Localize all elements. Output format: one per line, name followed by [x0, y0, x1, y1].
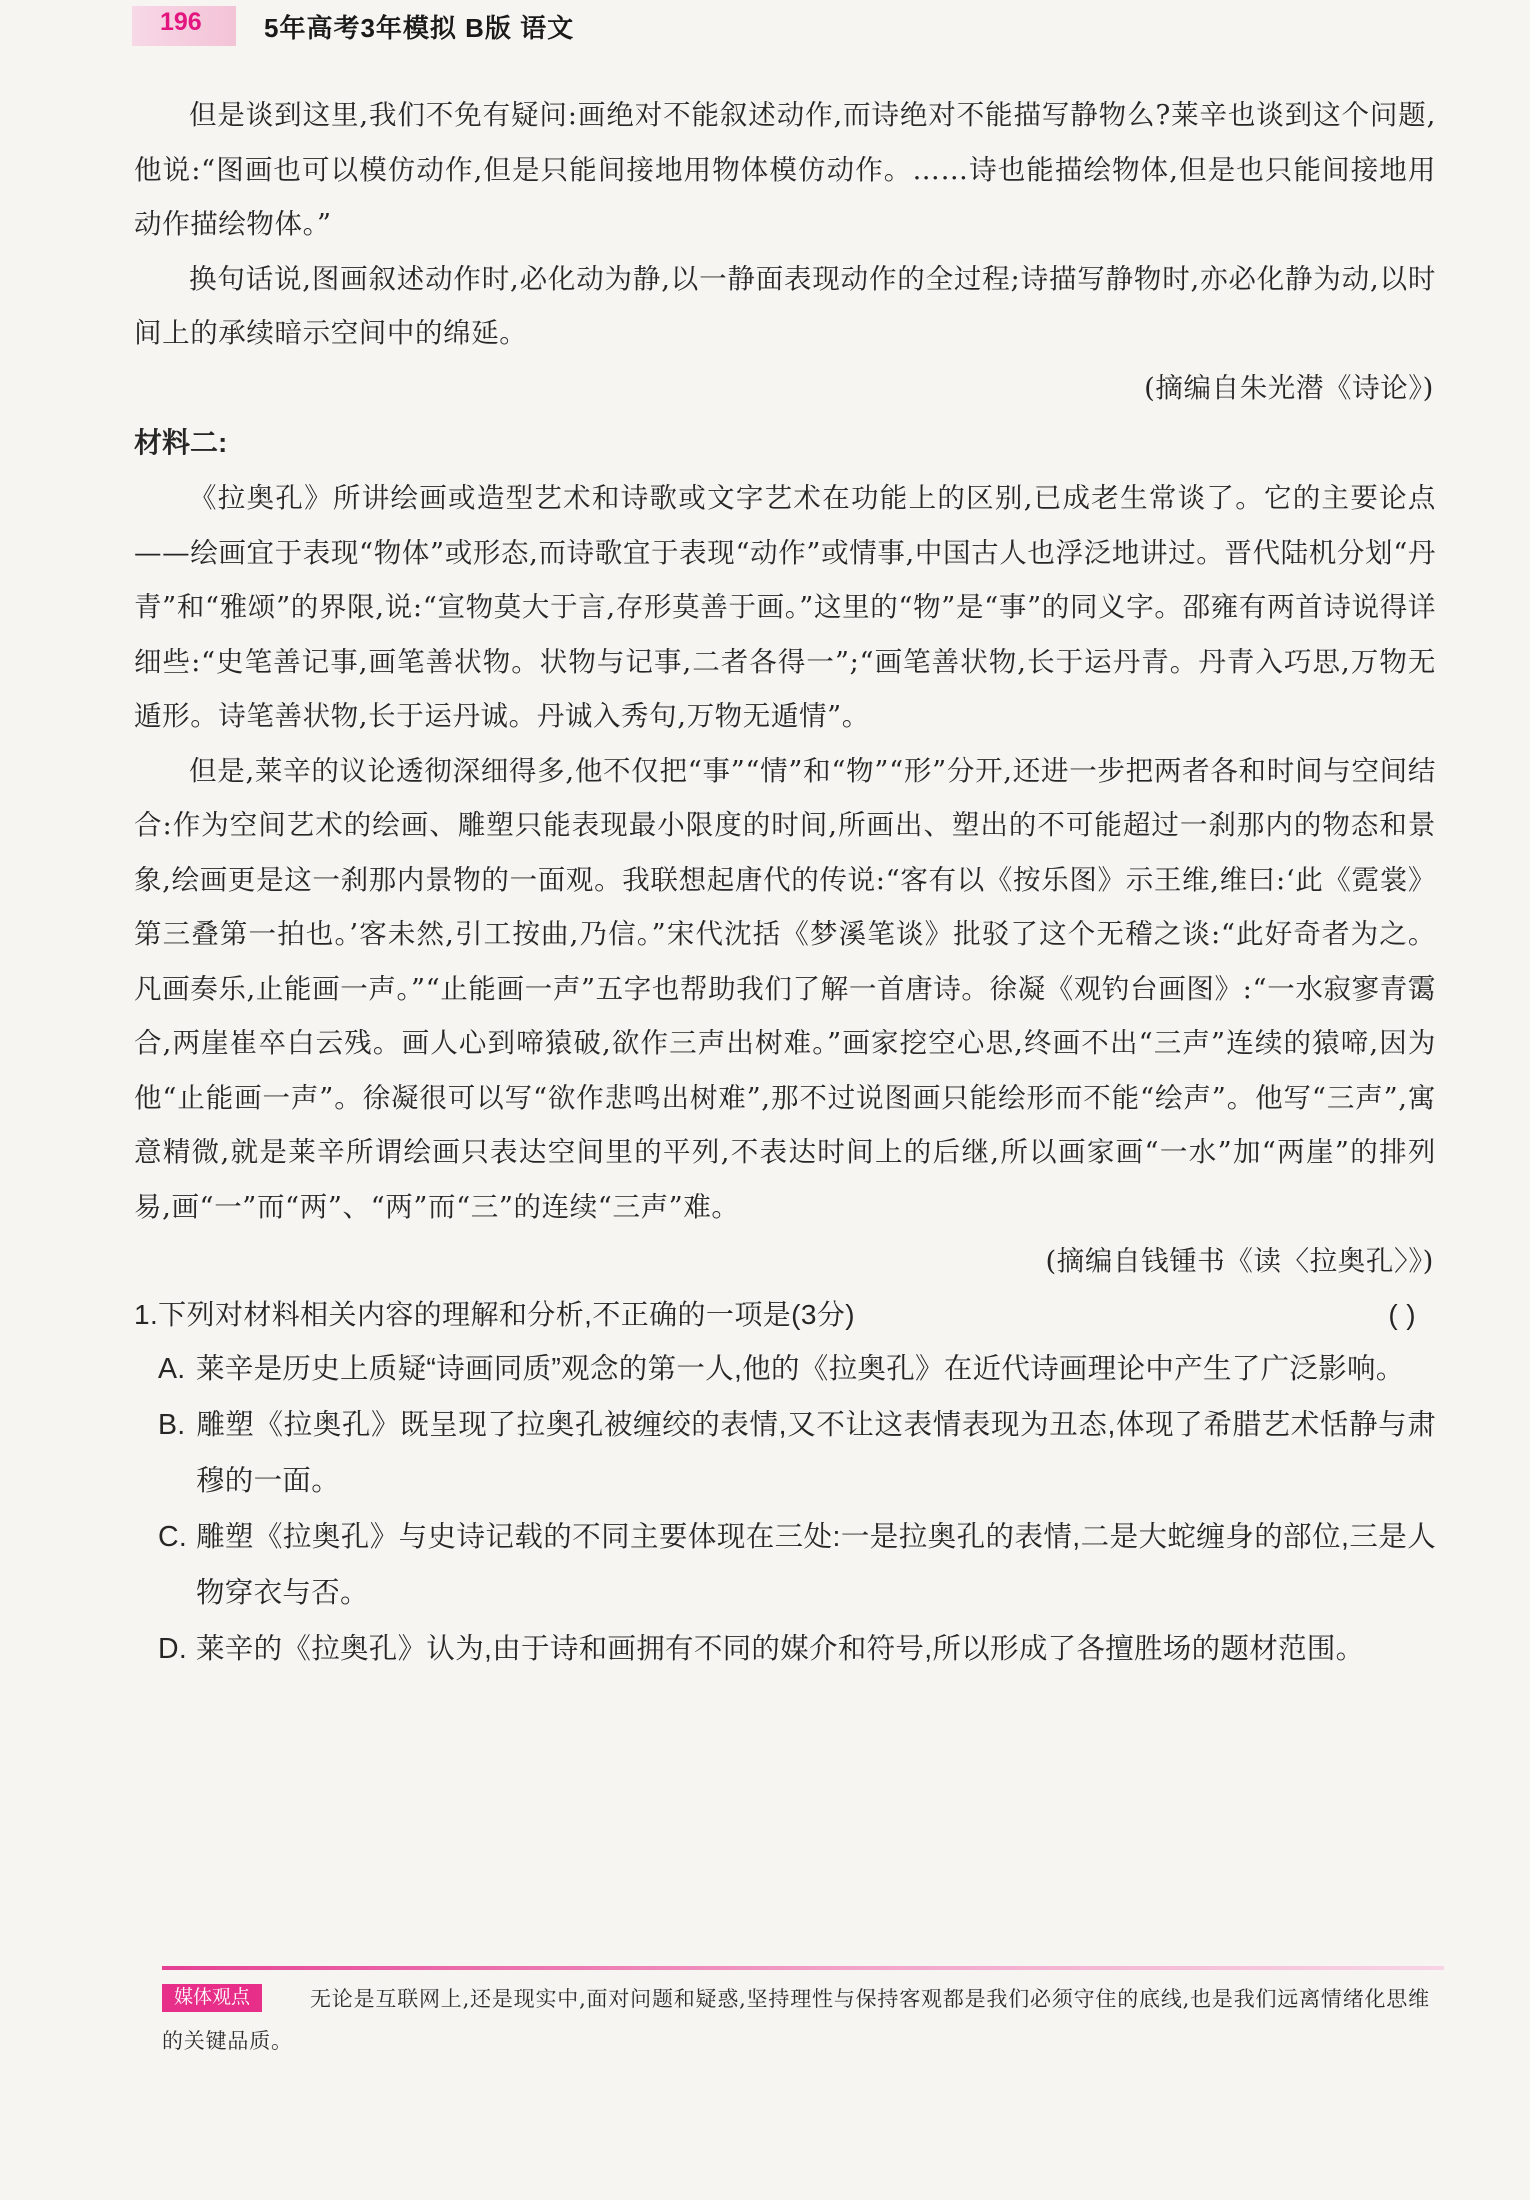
paragraph-4: 但是,莱辛的议论透彻深细得多,他不仅把“事”“情”和“物”“形”分开,还进一步把两者各和时间与空间结合:作为空间艺术的绘画、雕塑只能表现最小限度的时间,所画出、塑出的不可能超过一刹那内的物态和景象,绘画更是这一刹那内景物的一面观。我联想起唐代的传说:“客有以《按乐图》示王维,维曰:‘此《霓裳》第三叠第一拍也。’客未然,引工按曲,乃信。”宋代沈括《梦溪笔谈》批驳了这个无稽之谈:“此好奇者为之。凡画奏乐,止能画一声。”“止能画一声”五字也帮助我们了解一首唐诗。徐凝《观钓台画图》:“一水寂寥青霭合,两崖崔卒白云残。画人心到啼猿破,欲作三声出树难。”画家挖空心思,终画不出“三声”连续的猿啼,因为他“止能画一声”。徐凝很可以写“欲作悲鸣出树难”,那不过说图画只能绘形而不能“绘声”。他写“三声”,寓意精微,就是莱辛所谓绘画只表达空间里的平列,不表达时间上的后继,所以画家画“一水”加“两崖”的排列易,画“一”而“两”、“两”而“三”的连续“三声”难。 [134, 754, 1436, 1223]
option-letter: C. [158, 1520, 188, 1553]
option-text: 莱辛是历史上质疑“诗画同质”观念的第一人,他的《拉奥孔》在近代诗画理论中产生了广泛影响。 [196, 1352, 1405, 1385]
option-d [134, 1621, 1436, 1677]
option-letter: A. [158, 1352, 186, 1385]
answer-blank: ( ) [1388, 1298, 1416, 1330]
option-a [134, 1341, 1436, 1397]
source-citation-1: (摘编自朱光潜《诗论》) [1144, 371, 1434, 404]
footer-divider [162, 1966, 1444, 1970]
material-2-heading: 材料二: [134, 427, 228, 458]
question-1 [134, 1289, 1436, 1341]
option-b [134, 1397, 1436, 1509]
paragraph-3: 《拉奥孔》所讲绘画或造型艺术和诗歌或文字艺术在功能上的区别,已成老生常谈了。它的主要论点——绘画宜于表现“物体”或形态,而诗歌宜于表现“动作”或情事,中国古人也浮泛地讲过。晋代陆机分划“丹青”和“雅颂”的界限,说:“宣物莫大于言,存形莫善于画。”这里的“物”是“事”的同义字。邵雍有两首诗说得详细些:“史笔善记事,画笔善状物。状物与记事,二者各得一”;“画笔善状物,长于运丹青。丹青入巧思,万物无遁形。诗笔善状物,长于运丹诚。丹诚入秀句,万物无遁情”。 [134, 482, 1436, 732]
page-number: 196 [160, 8, 202, 36]
footer-quote: 无论是互联网上,还是现实中,面对问题和疑惑,坚持理性与保持客观都是我们必须守住的底线,也是我们远离情绪化思维的关键品质。 [162, 1987, 1430, 2053]
question-stem: 1.下列对材料相关内容的理解和分析,不正确的一项是(3分) [134, 1298, 855, 1330]
source-citation-2: (摘编自钱锺书《读〈拉奥孔〉》) [1045, 1245, 1434, 1277]
option-text: 雕塑《拉奥孔》与史诗记载的不同主要体现在三处:一是拉奥孔的表情,二是大蛇缠身的部位,三是人物穿衣与否。 [196, 1520, 1436, 1609]
page-header [0, 0, 1530, 56]
main-content [134, 88, 1436, 1677]
paragraph-1: 但是谈到这里,我们不免有疑问:画绝对不能叙述动作,而诗绝对不能描写静物么?莱辛也谈到这个问题,他说:“图画也可以模仿动作,但是只能间接地用物体模仿动作。……诗也能描绘物体,但是也只能间接地用动作描绘物体。” [134, 99, 1436, 240]
option-letter: B. [158, 1408, 186, 1441]
paragraph-2: 换句话说,图画叙述动作时,必化动为静,以一静面表现动作的全过程;诗描写静物时,亦必化静为动,以时间上的承续暗示空间中的绵延。 [134, 262, 1436, 349]
media-viewpoint-badge: 媒体观点 [162, 1984, 262, 2012]
option-letter: D. [158, 1632, 188, 1665]
book-title: 5年高考3年模拟 B版 语文 [264, 13, 575, 43]
option-text: 雕塑《拉奥孔》既呈现了拉奥孔被缠绞的表情,又不让这表情表现为丑态,体现了希腊艺术恬静与肃穆的一面。 [196, 1408, 1436, 1497]
option-text: 莱辛的《拉奥孔》认为,由于诗和画拥有不同的媒介和符号,所以形成了各擅胜场的题材范围。 [196, 1632, 1365, 1665]
option-c [134, 1509, 1436, 1621]
